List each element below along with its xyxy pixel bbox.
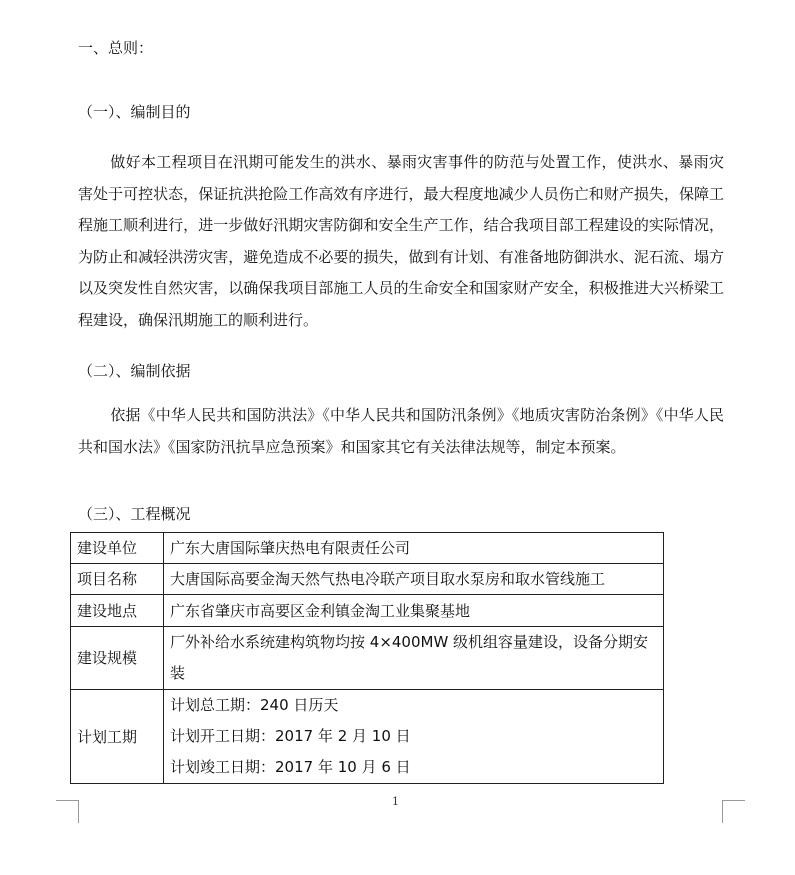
schedule-line: 计划竣工日期：2017 年 10 月 6 日 xyxy=(170,758,411,776)
table-cell-label: 建设单位 xyxy=(71,533,164,564)
table-cell-value: 大唐国际高要金淘天然气热电冷联产项目取水泵房和取水管线施工 xyxy=(164,564,664,595)
page-number: 1 xyxy=(392,795,399,808)
table-cell-value xyxy=(164,627,664,690)
table-cell-text: 厂外补给水系统建构筑物均按 4×400MW 级机组容量建设，设备分期安装 xyxy=(170,633,649,682)
table-row xyxy=(71,564,664,595)
table-cell-value xyxy=(164,690,664,784)
table-cell-value: 广东省肇庆市高要区金利镇金淘工业集聚基地 xyxy=(164,595,664,627)
paragraph-purpose: 做好本工程项目在汛期可能发生的洪水、暴雨灾害事件的防范与处置工作，使洪水、暴雨灾害处于可控状态，保证抗洪抢险工作高效有序进行，最大程度地减少人员伤亡和财产损失，保障工程施工顺利进行，进一步做好汛期灾害防御和安全生产工作，结合我项目部工程建设的实际情况，为防止和减轻洪涝灾害，避免造成不必要的损失，做到有计划、有准备地防御洪水、泥石流、塌方以及突发性自然灾害，以确保我项目部施工人员的生命安全和国家财产安全，积极推进大兴桥梁工程建设，确保汛期施工的顺利进行。 xyxy=(78,153,724,329)
table-cell-label: 项目名称 xyxy=(71,564,164,595)
paragraph-basis: 依据《中华人民共和国防洪法》《中华人民共和国防汛条例》《地质灾害防治条例》《中华人民共和国水法》《国家防汛抗旱应急预案》和国家其它有关法律法规等，制定本预案。 xyxy=(78,406,724,456)
heading-purpose: （一）、编制目的 xyxy=(78,103,191,121)
table-cell-label: 建设地点 xyxy=(71,595,164,627)
heading-overview: （三）、工程概况 xyxy=(78,505,191,523)
table-row xyxy=(71,595,664,627)
table-row xyxy=(71,627,664,690)
heading-basis: （二）、编制依据 xyxy=(78,362,191,380)
project-overview-table xyxy=(70,532,664,784)
table-cell-value: 广东大唐国际肇庆热电有限责任公司 xyxy=(164,533,664,564)
page-corner-mark-right xyxy=(722,800,745,823)
heading-general: 一、总则： xyxy=(78,39,154,57)
page-corner-mark-left xyxy=(56,800,79,823)
schedule-line: 计划总工期：240 日历天 xyxy=(170,696,339,714)
table-row xyxy=(71,690,664,784)
table-cell-label: 建设规模 xyxy=(71,627,164,690)
table-cell-label: 计划工期 xyxy=(71,690,164,784)
schedule-line: 计划开工日期：2017 年 2 月 10 日 xyxy=(170,727,411,745)
table-row xyxy=(71,533,664,564)
